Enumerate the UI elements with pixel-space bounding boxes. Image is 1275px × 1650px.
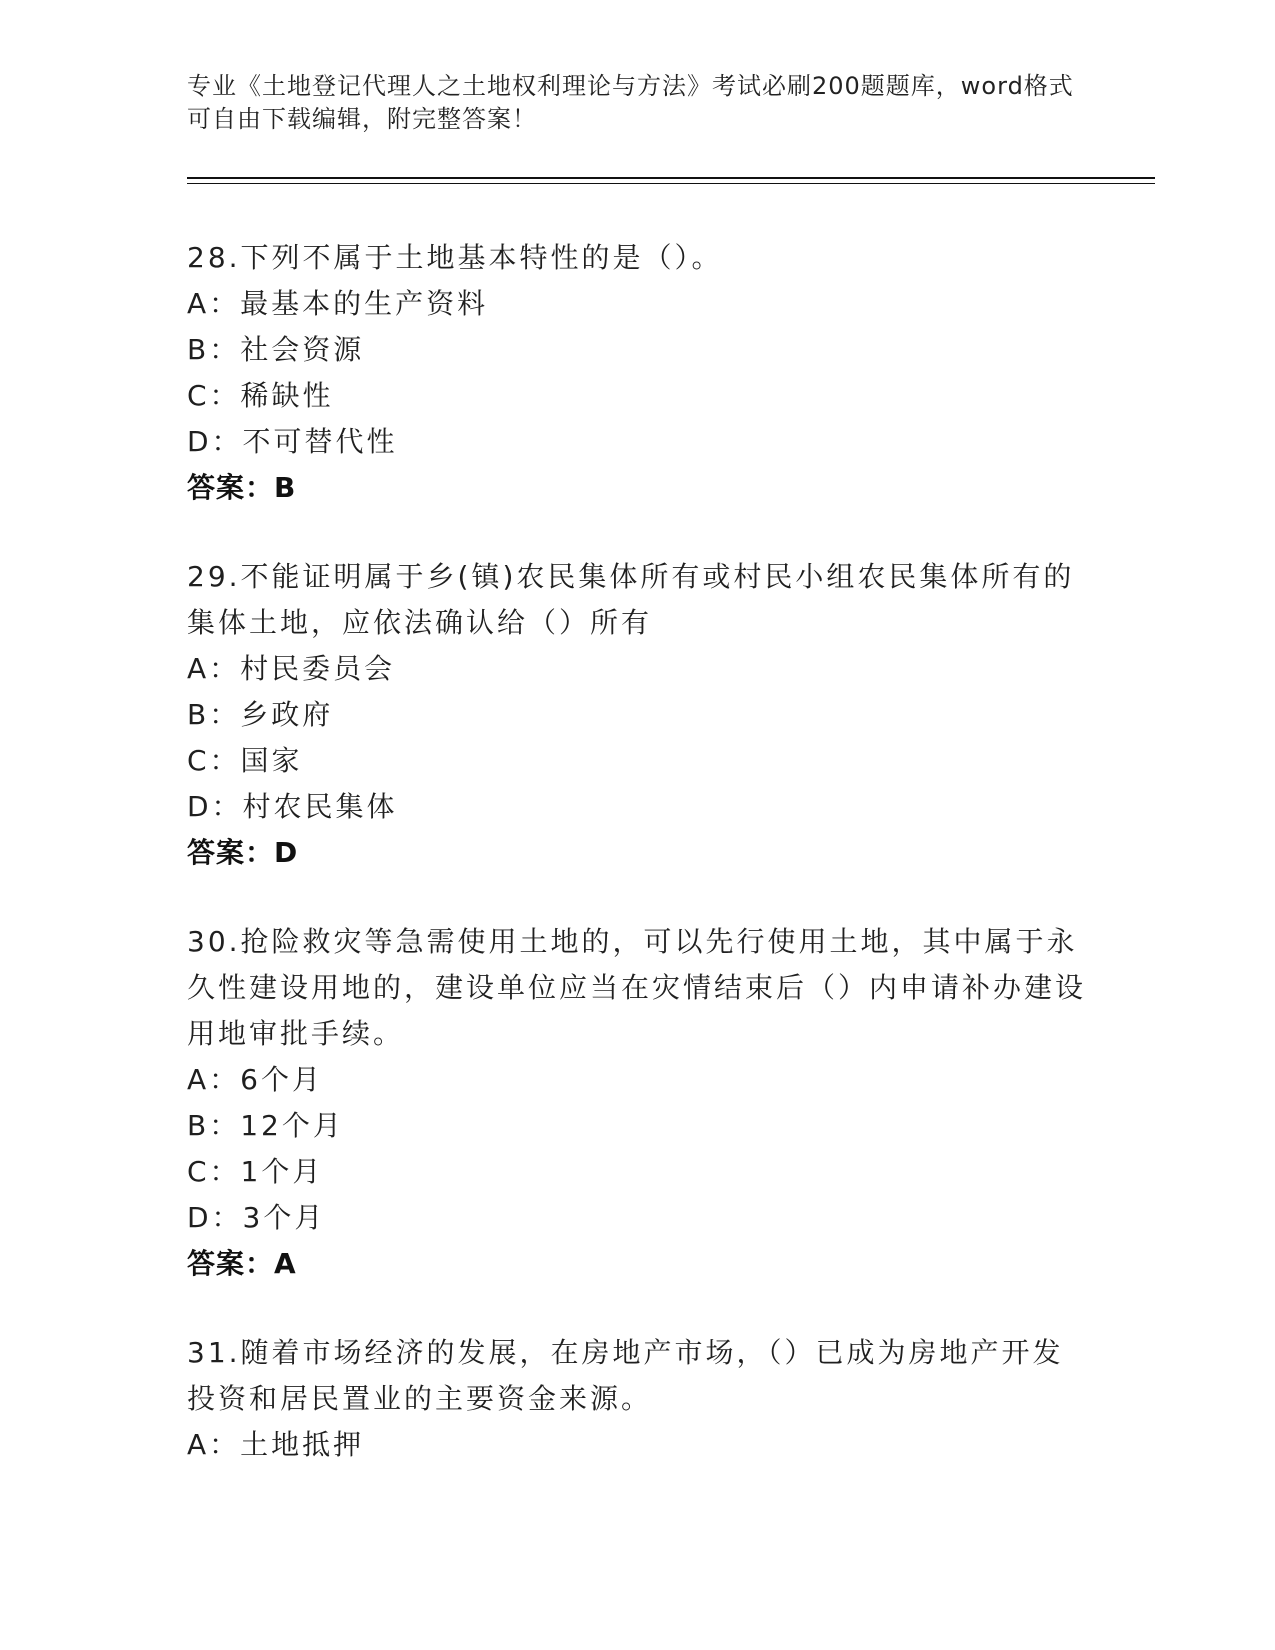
option-b: B：12个月: [187, 1109, 344, 1142]
question-29: [187, 554, 1087, 876]
option-a: A：6个月: [187, 1063, 323, 1096]
option-a: A：最基本的生产资料: [187, 287, 489, 320]
answer-line: 答案：D: [187, 836, 299, 869]
document-header: [187, 70, 1087, 136]
question-list: [187, 235, 1087, 1511]
option-d: D：不可替代性: [187, 425, 398, 458]
option-b: B：社会资源: [187, 333, 365, 366]
question-31: [187, 1330, 1087, 1468]
question-stem: 28.下列不属于土地基本特性的是（）。: [187, 241, 723, 274]
header-divider-thick: [187, 177, 1155, 179]
question-stem: 29.不能证明属于乡(镇)农民集体所有或村民小组农民集体所有的集体土地，应依法确认给（）所有: [187, 560, 1075, 639]
option-b: B：乡政府: [187, 698, 334, 731]
question-stem: 31.随着市场经济的发展，在房地产市场，（）已成为房地产开发投资和居民置业的主要资金来源。: [187, 1336, 1064, 1415]
question-28: [187, 235, 1087, 511]
option-d: D：3个月: [187, 1201, 326, 1234]
answer-line: 答案：B: [187, 471, 297, 504]
option-a: A：村民委员会: [187, 652, 396, 685]
option-a: A：土地抵押: [187, 1428, 365, 1461]
option-c: C：稀缺性: [187, 379, 334, 412]
option-d: D：村农民集体: [187, 790, 398, 823]
header-line-2: 可自由下载编辑，附完整答案！: [187, 105, 537, 133]
header-line-1: 专业《土地登记代理人之土地权利理论与方法》考试必刷200题题库，word格式: [187, 72, 1074, 100]
question-30: [187, 919, 1087, 1287]
header-divider-thin: [187, 183, 1155, 184]
option-c: C：1个月: [187, 1155, 324, 1188]
option-c: C：国家: [187, 744, 303, 777]
answer-line: 答案：A: [187, 1247, 297, 1280]
question-stem: 30.抢险救灾等急需使用土地的，可以先行使用土地，其中属于永久性建设用地的，建设单位应当在灾情结束后（）内申请补办建设用地审批手续。: [187, 925, 1087, 1050]
